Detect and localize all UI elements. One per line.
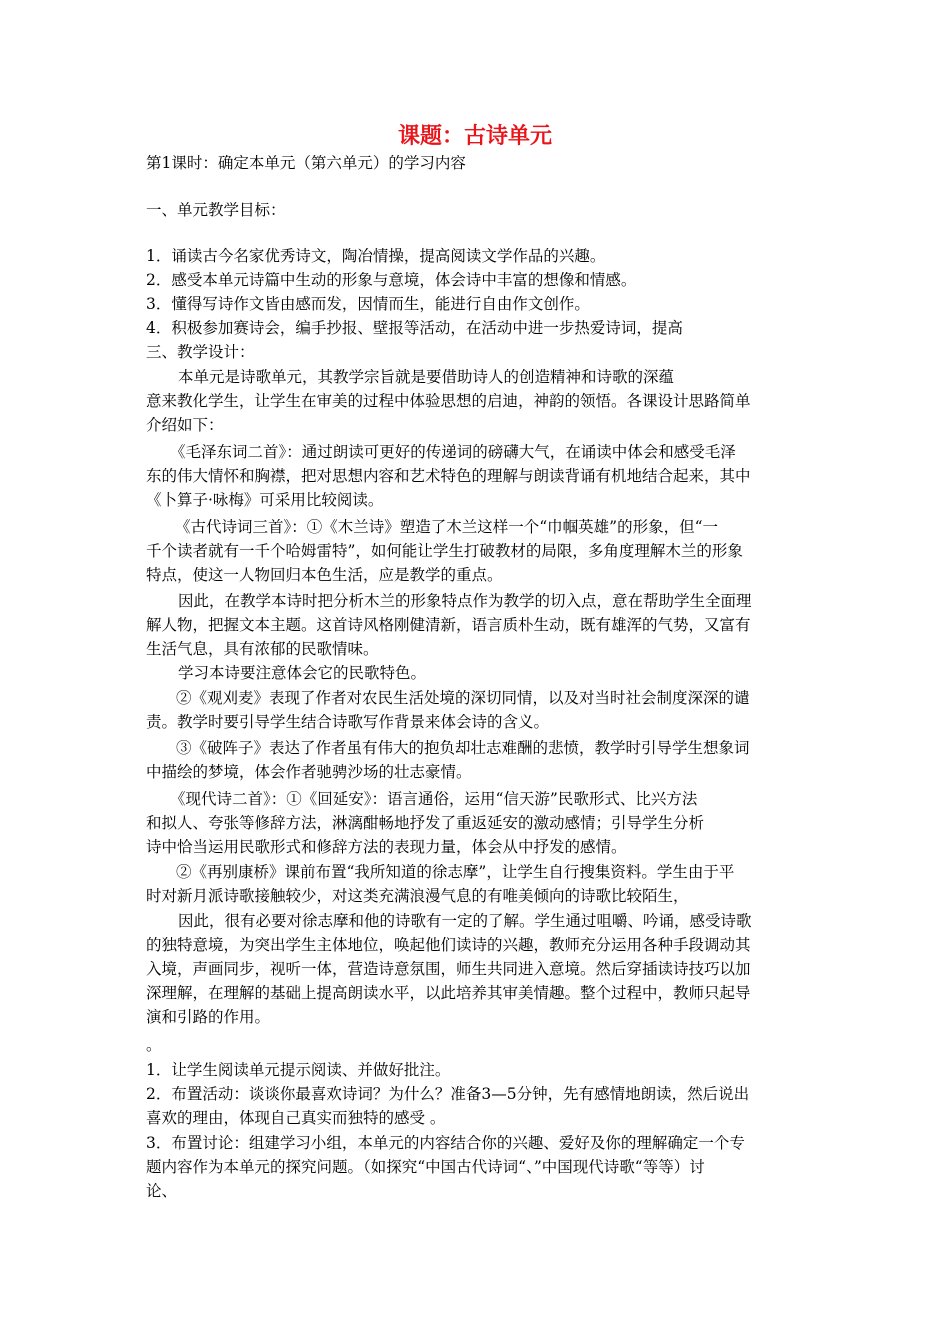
paragraph-line: 因此，在教学本诗时把分析木兰的形象特点作为教学的切入点，意在帮助学生全面理 [178, 592, 752, 610]
goal-item: 4．积极参加赛诗会，编手抄报、壁报等活动，在活动中进一步热爱诗词，提高 [146, 319, 683, 337]
paragraph-line: 诗中恰当运用民歌形式和修辞方法的表现力量，体会从中抒发的感情。 [146, 838, 627, 856]
lesson-heading: 第1课时：确定本单元（第六单元）的学习内容 [146, 154, 466, 172]
paragraph-line: 《卜算子·咏梅》可采用比较阅读。 [146, 491, 384, 509]
paragraph-line: 意来教化学生，让学生在审美的过程中体验思想的启迪，神韵的领悟。各课设计思路简单 [146, 392, 751, 410]
paragraph-line: 介绍如下： [146, 416, 224, 434]
step-item: 2．布置活动：谈谈你最喜欢诗词？为什么？准备3—5分钟，先有感情地朗读，然后说出 [146, 1085, 750, 1103]
paragraph-line: 时对新月派诗歌接触较少，对这类充满浪漫气息的有唯美倾向的诗歌比较陌生， [146, 887, 689, 905]
document-title: 课题：古诗单元 [397, 124, 552, 149]
step-item: 3．布置讨论：组建学习小组，本单元的内容结合你的兴趣、爱好及你的理解确定一个专 [146, 1134, 745, 1152]
paragraph-line: 特点，使这一人物回归本色生活，应是教学的重点。 [146, 566, 503, 584]
goal-item: 2．感受本单元诗篇中生动的形象与意境，体会诗中丰富的想像和情感。 [146, 271, 637, 289]
paragraph-line: 入境，声画同步，视听一体，营造诗意氛围，师生共同进入意境。然后穿插读诗技巧以加 [146, 960, 751, 978]
paragraph-line: 责。教学时要引导学生结合诗歌写作背景来体会诗的含义。 [146, 713, 550, 731]
step-item: 喜欢的理由，体现自己真实而独特的感受 。 [146, 1109, 446, 1127]
paragraph-line: ②《观刈麦》表现了作者对农民生活处境的深切同情，以及对当时社会制度深深的谴 [176, 689, 750, 707]
paragraph-line: 生活气息，具有浓郁的民歌情味。 [146, 640, 379, 658]
paragraph-line: 《现代诗二首》：①《回延安》：语言通俗，运用“信天游”民歌形式、比兴方法 [170, 790, 698, 808]
step-item: 论、 [146, 1182, 178, 1200]
paragraph-line: 《毛泽东词二首》：通过朗读可更好的传递词的磅礴大气，在诵读中体会和感受毛泽 [170, 443, 736, 461]
paragraph-line: 和拟人、夸张等修辞方法，淋漓酣畅地抒发了重返延安的激动感情；引导学生分析 [146, 814, 705, 832]
section-heading: 三、教学设计： [146, 343, 255, 361]
paragraph-line: 东的伟大情怀和胸襟，把对思想内容和艺术特色的理解与朗读背诵有机地结合起来，其中 [146, 467, 751, 485]
paragraph-line: 中描绘的梦境，体会作者驰骋沙场的壮志豪情。 [146, 763, 472, 781]
paragraph-line: 解人物，把握文本主题。这首诗风格刚健清新，语言质朴生动，既有雄浑的气势，又富有 [146, 616, 751, 634]
goal-item: 3．懂得写诗作文皆由感而发，因情而生，能进行自由作文创作。 [146, 295, 590, 313]
goal-item: 1．诵读古今名家优秀诗文，陶冶情操，提高阅读文学作品的兴趣。 [146, 247, 606, 265]
paragraph-line: 学习本诗要注意体会它的民歌特色。 [178, 664, 427, 682]
paragraph-line: 千个读者就有一千个哈姆雷特”，如何能让学生打破教材的局限，多角度理解木兰的形象 [146, 542, 743, 560]
paragraph-line: 因此，很有必要对徐志摩和他的诗歌有一定的了解。学生通过咀嚼、吟诵，感受诗歌 [178, 912, 752, 930]
paragraph-line: 演和引路的作用。 [146, 1008, 271, 1026]
paragraph-line: ②《再别康桥》课前布置“我所知道的徐志摩”，让学生自行搜集资料。学生由于平 [176, 863, 735, 881]
paragraph-line: 的独特意境，为突出学生主体地位，唤起他们读诗的兴趣，教师充分运用各种手段调动其 [146, 936, 751, 954]
section-heading: 一、单元教学目标： [146, 201, 286, 219]
paragraph-line: 《古代诗词三首》：①《木兰诗》塑造了木兰这样一个“巾帼英雄”的形象，但“一 [175, 518, 719, 536]
step-item: 题内容作为本单元的探究问题。（如探究“中国古代诗词“、”中国现代诗歌“等等）讨 [146, 1158, 705, 1176]
paragraph-line: ③《破阵子》表达了作者虽有伟大的抱负却壮志难酬的悲愤，教学时引导学生想象词 [176, 739, 750, 757]
paragraph-line: 。 [146, 1036, 162, 1054]
paragraph-line: 本单元是诗歌单元，其教学宗旨就是要借助诗人的创造精神和诗歌的深蕴 [178, 368, 675, 386]
paragraph-line: 深理解，在理解的基础上提高朗读水平，以此培养其审美情趣。整个过程中，教师只起导 [146, 984, 751, 1002]
step-item: 1．让学生阅读单元提示阅读、并做好批注。 [146, 1061, 451, 1079]
